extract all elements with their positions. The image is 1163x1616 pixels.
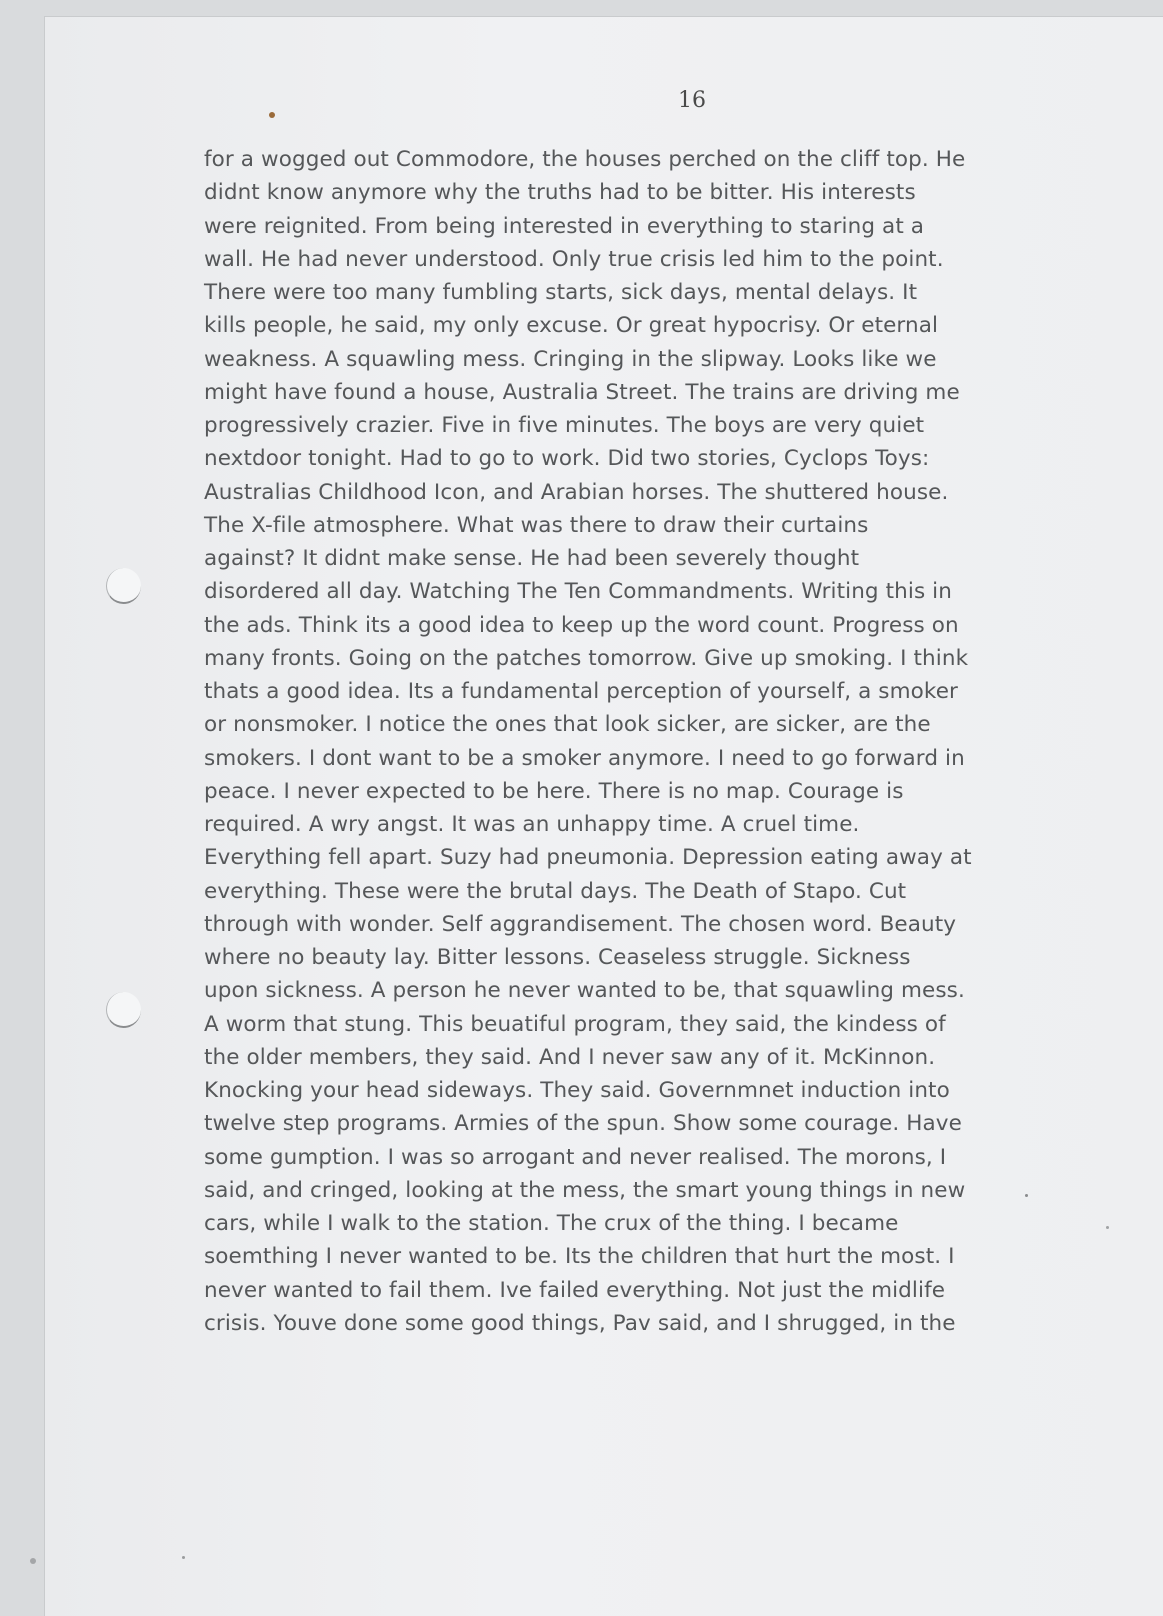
text-line: were reignited. From being interested in everything to staring at a	[204, 213, 925, 239]
text-line: soemthing I never wanted to be. Its the children that hurt the most. I	[204, 1244, 955, 1270]
text-line: smokers. I dont want to be a smoker anymore. I need to go forward in	[204, 745, 965, 771]
text-line: for a wogged out Commodore, the houses perched on the cliff top. He	[204, 147, 966, 172]
text-line: might have found a house, Australia Street. The trains are driving me	[204, 379, 960, 405]
text-line: peace. I never expected to be here. There is no map. Courage is	[204, 778, 904, 804]
scanner-speck	[182, 1556, 185, 1559]
text-line: nextdoor tonight. Had to go to work. Did two stories, Cyclops Toys:	[204, 446, 930, 472]
text-line: thats a good idea. Its a fundamental perception of yourself, a smoker	[204, 679, 958, 704]
text-line: A worm that stung. This beuatiful program, they said, the kindess of	[204, 1011, 946, 1037]
text-line: twelve step programs. Armies of the spun. Show some courage. Have	[204, 1111, 962, 1137]
ink-speck	[269, 112, 275, 118]
text-line: where no beauty lay. Bitter lessons. Ceaseless struggle. Sickness	[204, 945, 911, 970]
text-line: the older members, they said. And I never saw any of it. McKinnon.	[204, 1044, 936, 1070]
text-line: through with wonder. Self aggrandisement. The chosen word. Beauty	[204, 911, 957, 937]
text-line: cars, while I walk to the station. The crux of the thing. I became	[204, 1211, 899, 1236]
text-line: disordered all day. Watching The Ten Commandments. Writing this in	[204, 579, 952, 605]
scanner-speck	[1025, 1194, 1028, 1197]
text-line: upon sickness. A person he never wanted to be, that squawling mess.	[204, 978, 965, 1004]
text-line: progressively crazier. Five in five minutes. The boys are very quiet	[204, 413, 925, 438]
text-line: some gumption. I was so arrogant and never realised. The morons, I	[204, 1144, 947, 1170]
text-line: against? It didnt make sense. He had been severely thought	[204, 546, 860, 571]
page-number: 16	[678, 88, 706, 113]
text-line: or nonsmoker. I notice the ones that look sicker, are sicker, are the	[204, 712, 931, 738]
text-line: kills people, he said, my only excuse. Or great hypocrisy. Or eternal	[204, 313, 939, 339]
text-line: crisis. Youve done some good things, Pav said, and I shrugged, in the	[204, 1310, 956, 1336]
text-line: Australias Childhood Icon, and Arabian horses. The shuttered house.	[204, 479, 949, 505]
text-line: weakness. A squawling mess. Cringing in the slipway. Looks like we	[204, 346, 937, 372]
text-line: the ads. Think its a good idea to keep up the word count. Progress on	[204, 612, 959, 638]
text-line: Knocking your head sideways. They said. Governmnet induction into	[204, 1078, 950, 1103]
scanned-page	[44, 16, 1163, 1616]
body-text	[204, 143, 1064, 1340]
text-line: everything. These were the brutal days. The Death of Stapo. Cut	[204, 878, 907, 904]
text-line: wall. He had never understood. Only true crisis led him to the point.	[204, 246, 944, 272]
text-line: required. A wry angst. It was an unhappy time. A cruel time.	[204, 812, 860, 837]
text-line: didnt know anymore why the truths had to be bitter. His interests	[204, 180, 916, 206]
text-line: There were too many fumbling starts, sick days, mental delays. It	[204, 280, 918, 305]
text-line: Everything fell apart. Suzy had pneumonia. Depression eating away at	[204, 845, 972, 871]
scanner-speck	[1106, 1226, 1109, 1229]
text-line: many fronts. Going on the patches tomorrow. Give up smoking. I think	[204, 645, 969, 671]
punch-hole-lower	[106, 992, 141, 1028]
punch-hole-upper	[106, 568, 141, 604]
text-line: never wanted to fail them. Ive failed everything. Not just the midlife	[204, 1277, 946, 1303]
text-line: said, and cringed, looking at the mess, the smart young things in new	[204, 1177, 966, 1203]
scanner-speck	[30, 1558, 36, 1564]
text-line: The X-file atmosphere. What was there to draw their curtains	[204, 512, 869, 538]
